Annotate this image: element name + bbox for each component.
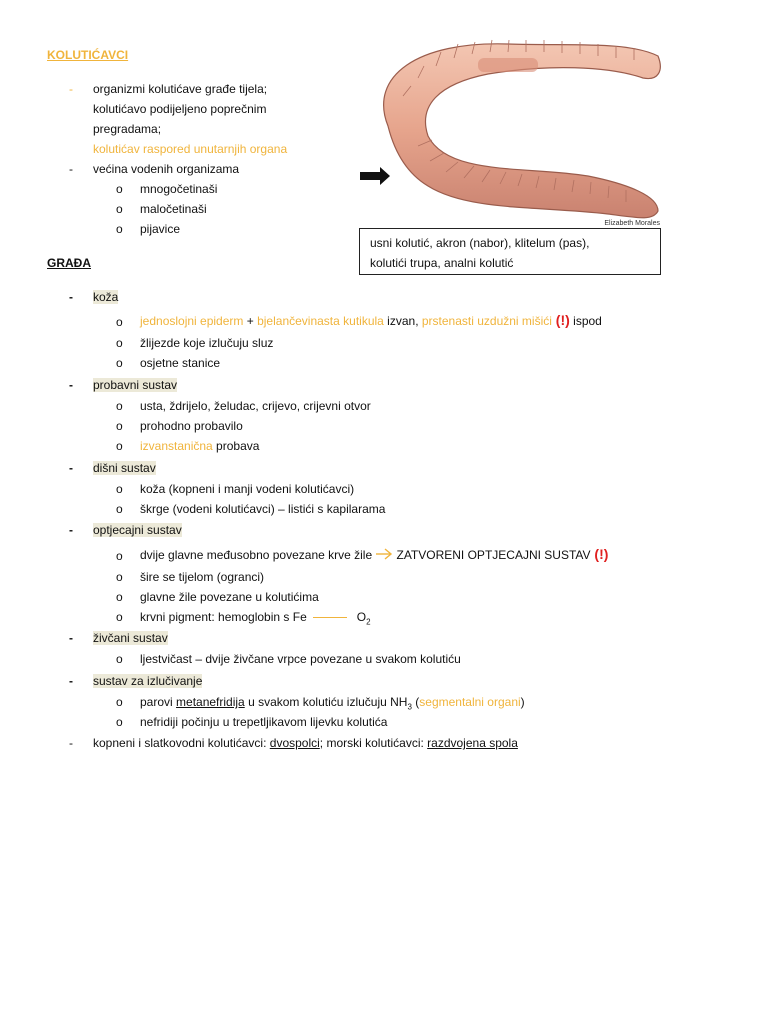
izlucivanje-item-2: nefridiji počinju u trepetljikavom lijevku kolutića [140,715,388,729]
text: ispod [569,314,602,328]
list-dash: - [69,378,73,392]
disni-item-1: koža (kopneni i manji vodeni kolutićavci) [140,482,355,496]
earthworm-illustration [358,36,663,228]
koza-item-1 [140,312,602,328]
subscript: 3 [407,702,412,712]
orange-term: bjelančevinasta kutikula [257,314,384,328]
koza-item-2: žlijezde koje izlučuju sluz [140,336,274,350]
bond-line-icon [313,617,347,618]
bullet-icon: o [116,549,123,563]
heading-disni: dišni sustav [93,461,156,475]
bullet-icon: o [116,715,123,729]
underlined-term: dvospolci [269,736,320,750]
group-item: mnogočetinaši [140,182,218,196]
intro-line: pregradama; [93,122,162,136]
probavni-item-3 [140,439,259,453]
text: u svakom kolutiću izlučuju NH [244,695,408,709]
heading-zivcani: živčani sustav [93,631,168,645]
bullet-icon: o [116,202,123,216]
optjecajni-item-3: glavne žile povezane u kolutićima [140,590,319,604]
list-dash: - [69,736,73,750]
list-dash: - [69,290,73,304]
list-dash: - [69,523,73,537]
bullet-icon: o [116,439,123,453]
underlined-term: razdvojena spola [427,736,518,750]
group-item: pijavice [140,222,181,236]
intro-line: većina vodenih organizama [93,162,240,176]
text: ZATVORENI OPTJECAJNI SUSTAV [396,548,591,562]
oxygen-symbol: O [356,610,367,624]
orange-term: segmentalni organi [419,695,521,709]
bullet-icon: o [116,315,123,329]
bullet-icon: o [116,695,123,709]
bullet-icon: o [116,652,123,666]
plus-text: + [243,314,258,328]
caption-line: kolutići trupa, analni kolutić [370,256,514,270]
bullet-icon: o [116,182,123,196]
list-dash: - [69,674,73,688]
probavni-item-1: usta, ždrijelo, želudac, crijevo, crijevni otvor [140,399,371,413]
text: krvni pigment: hemoglobin s Fe [140,610,307,624]
bullet-icon: o [116,336,123,350]
bullet-icon: o [116,482,123,496]
exclamation-mark: (!) [551,312,570,328]
list-dash: - [69,162,73,176]
intro-line-highlight: kolutićav raspored unutarnjih organa [93,142,288,156]
bullet-icon: o [116,590,123,604]
list-dash: - [69,82,73,96]
disni-item-2: škrge (vodeni kolutićavci) – listići s kapilarama [140,502,386,516]
bullet-icon: o [116,222,123,236]
zivcani-item-1: ljestvičast – dvije živčane vrpce povezane u svakom kolutiću [140,652,461,666]
image-caption-box [359,228,661,275]
text: dvije glavne međusobno povezane krve žile [140,548,376,562]
text: ; morski kolutićavci: [319,736,428,750]
optjecajni-item-1 [140,546,608,563]
intro-line: organizmi kolutićave građe tijela; [93,82,268,96]
text: izvan, [383,314,422,328]
heading-probavni: probavni sustav [93,378,178,392]
caption-line: usni kolutić, akron (nabor), klitelum (pas), [370,236,590,250]
text: probava [212,439,260,453]
exclamation-mark: (!) [590,546,609,562]
text: kopneni i slatkovodni kolutićavci: [93,736,270,750]
heading-izlucivanje: sustav za izlučivanje [93,674,203,688]
bullet-icon: o [116,419,123,433]
probavni-item-2: prohodno probavilo [140,419,243,433]
bullet-icon: o [116,399,123,413]
orange-term: prstenasti uzdužni mišići [421,314,552,328]
izlucivanje-item-1 [140,695,525,711]
image-credit: Elizabeth Morales [604,220,660,227]
underlined-term: metanefridija [176,695,245,709]
heading-optjecajni: optjecajni sustav [93,523,182,537]
bullet-icon: o [116,502,123,516]
koza-item-3: osjetne stanice [140,356,221,370]
bullet-icon: o [116,356,123,370]
subscript: 2 [366,617,371,627]
orange-term: jednoslojni epiderm [140,314,244,328]
intro-line: kolutićavo podijeljeno poprečnim [93,102,267,116]
section-title: GRAĐA [47,256,91,270]
earthworm-image [358,36,663,228]
orange-term: izvanstanična [140,439,213,453]
text: ( [411,695,420,709]
bullet-icon: o [116,610,123,624]
text: parovi [140,695,177,709]
list-dash: - [69,461,73,475]
page-title: KOLUTIĆAVCI [47,48,129,62]
arrow-right-icon [375,548,393,563]
optjecajni-item-2: šire se tijelom (ogranci) [140,570,265,584]
reproduction-line [93,736,518,750]
bullet-icon: o [116,570,123,584]
optjecajni-item-4 [140,610,371,626]
group-item: maločetinaši [140,202,207,216]
text: ) [520,695,525,709]
heading-koza: koža [93,290,119,304]
list-dash: - [69,631,73,645]
